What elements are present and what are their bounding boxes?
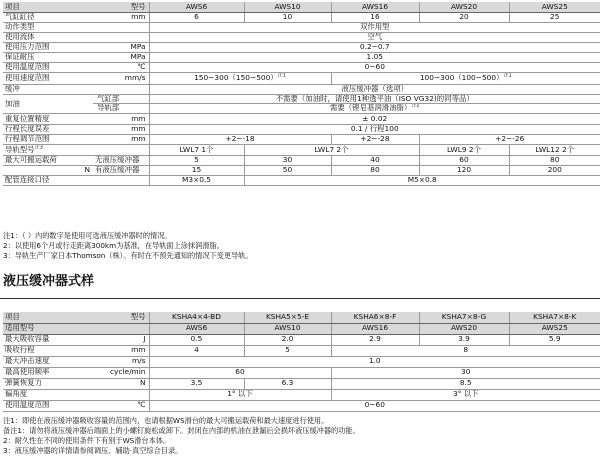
cell: LWL9 2个 — [419, 144, 509, 155]
cell: 0~60 — [149, 400, 600, 411]
cell: 不需要（加油时，请使用1种透平油（ISO VG32)的同等品） — [149, 94, 600, 103]
cell: 20 — [419, 12, 509, 22]
cell: AWS6 — [149, 323, 244, 334]
cell: 80 — [331, 165, 419, 175]
cell: 100~300（100~500）$^{注1}$ — [331, 72, 600, 84]
cell: 3° 以下 — [331, 389, 600, 400]
cell: 16 — [331, 12, 419, 22]
cell: 4 — [149, 345, 244, 356]
note-line: 注1：即使在液压缓冲器吸收容量的范围内，也请根据WS滑台的最大可搬运载荷和最大速度进行使用。 — [3, 416, 329, 425]
cell: 1° 以下 — [149, 389, 331, 400]
row-sub-label: 无液压缓冲器 — [93, 155, 149, 165]
row-label: 动作类型 — [3, 22, 93, 32]
row-unit: cycle/min — [93, 367, 149, 378]
cell: LWL12 2个 — [509, 144, 600, 155]
row-label: 重复位置精度 — [3, 113, 93, 124]
table-row — [3, 165, 600, 175]
table-row — [3, 400, 600, 411]
row-label: 最大吸收容量 — [3, 334, 93, 345]
header-col: AWS20 — [419, 2, 509, 12]
cell: 1.05 — [149, 52, 600, 62]
row-unit: mm — [93, 345, 149, 356]
table-row — [3, 113, 600, 124]
row-sub-label: 气缸部 — [93, 94, 149, 103]
cell: 0.5 — [149, 334, 244, 345]
table-header — [3, 312, 600, 323]
cell: M3×0.5 — [149, 175, 244, 185]
header-model: 型号 — [93, 2, 149, 12]
header-col: AWS10 — [244, 2, 331, 12]
row-unit: MPa — [93, 42, 149, 52]
cell: M5×0.8 — [244, 175, 600, 185]
row-label: 保证耐压 — [3, 52, 93, 62]
row-label: 使用压力范围 — [3, 42, 93, 52]
cell: 5 — [244, 345, 331, 356]
row-unit: MPa — [93, 52, 149, 62]
header-item: 项目 — [3, 312, 93, 323]
cell: +2~-26 — [419, 134, 600, 144]
cell: 2.0 — [244, 334, 331, 345]
spec-table — [3, 2, 600, 186]
row-label: 加油 — [3, 94, 93, 113]
row-unit: mm — [93, 134, 149, 144]
cell: AWS16 — [331, 323, 419, 334]
row-label: 配管连接口径 — [3, 175, 93, 185]
table-row — [3, 175, 600, 185]
table-row — [3, 389, 600, 400]
note-line: 2：以使用6个月或行走距离300km为基准，在导轨面上涂抹润滑脂。 — [3, 241, 224, 250]
header-col: AWS25 — [509, 2, 600, 12]
cell: 120 — [419, 165, 509, 175]
cell: 需要（锂皂基润滑油脂）$^{注2}$ — [149, 103, 600, 113]
table-row — [3, 42, 600, 52]
table-row — [3, 345, 600, 356]
cell: 60 — [149, 367, 331, 378]
cell: 40 — [331, 155, 419, 165]
table-row — [3, 52, 600, 62]
note-line: 备注1：请勿将液压缓冲器后端面上的小螺钉旋松或卸下。封闭在内部的机油在泄漏后会损坏液压缓冲器的功能。 — [3, 426, 360, 435]
note-line: 2：耐久性在不同的使用条件下有别于WS滑台本体。 — [3, 436, 171, 445]
row-label: 行程调节范围 — [3, 134, 93, 144]
header-col: KSHA5×5-E — [244, 312, 331, 323]
row-label: 最大可搬运载荷 — [3, 155, 93, 165]
cell: 50 — [244, 165, 331, 175]
row-label: 弹簧恢复力 — [3, 378, 93, 389]
table-row — [3, 84, 600, 94]
row-unit: mm/s — [93, 72, 149, 84]
table-row — [3, 103, 600, 113]
cell: AWS10 — [244, 323, 331, 334]
table-row — [3, 323, 600, 334]
cell: LWL7 1个 — [149, 144, 244, 155]
header-item: 项目 — [3, 2, 93, 12]
table-row — [3, 62, 600, 72]
table-header — [3, 2, 600, 12]
cell: 0.2~0.7 — [149, 42, 600, 52]
note-line: 注1：（ ）内的数字是使用可选液压缓冲器时的情况。 — [3, 231, 172, 240]
row-label: 导轨型号$^{注3}$ — [3, 144, 93, 155]
cell: 0.1 / 行程100 — [149, 124, 600, 134]
table-row — [3, 144, 600, 155]
cell: 双作用型 — [149, 22, 600, 32]
section-divider — [0, 298, 600, 299]
table-row — [3, 94, 600, 103]
cell: 5.9 — [509, 334, 600, 345]
table-row — [3, 378, 600, 389]
table-row — [3, 334, 600, 345]
row-unit: ℃ — [93, 62, 149, 72]
row-label: 偏角度 — [3, 389, 93, 400]
row-label: 气缸缸径 — [3, 12, 93, 22]
cell: ± 0.02 — [149, 113, 600, 124]
row-label: 最高使用频率 — [3, 367, 93, 378]
cell: 0~60 — [149, 62, 600, 72]
row-label: 使用温度范围 — [3, 62, 93, 72]
cell: 空气 — [149, 32, 600, 42]
cell: +2~-28 — [331, 134, 419, 144]
table-row — [3, 356, 600, 367]
row-unit: N — [3, 165, 93, 175]
cell: 200 — [509, 165, 600, 175]
row-unit: mm — [93, 12, 149, 22]
table-row — [3, 12, 600, 22]
header-model: 型号 — [93, 312, 149, 323]
cell: 30 — [331, 367, 600, 378]
table-row — [3, 134, 600, 144]
cell: +2~-18 — [149, 134, 331, 144]
cell: AWS20 — [419, 323, 509, 334]
table-row — [3, 124, 600, 134]
note-line: 3：导轨生产厂家日本Thomson（株）。有时在不预先通知的情况下变更导轨。 — [3, 251, 253, 260]
header-col: AWS6 — [149, 2, 244, 12]
header-col: KSHA6×8-F — [331, 312, 419, 323]
table-row — [3, 155, 600, 165]
section-title: 液压缓冲器式样 — [3, 274, 95, 289]
cell: 6.3 — [244, 378, 331, 389]
table-row — [3, 32, 600, 42]
cell: 8.5 — [331, 378, 600, 389]
cell: 150~300（150~500）$^{注1}$ — [149, 72, 331, 84]
cell: 6 — [149, 12, 244, 22]
cell: 3.5 — [149, 378, 244, 389]
header-col: KSHA7×8-K — [509, 312, 600, 323]
table-row — [3, 22, 600, 32]
header-col: AWS16 — [331, 2, 419, 12]
row-label: 适用型号 — [3, 323, 93, 334]
row-label: 行程长度误差 — [3, 124, 93, 134]
row-sub-label: 有液压缓冲器 — [93, 165, 149, 175]
row-label: 使用速度范围 — [3, 72, 93, 84]
row-label: 缓冲 — [3, 84, 93, 94]
row-label: 最大冲击速度 — [3, 356, 93, 367]
table2-notes — [3, 416, 360, 456]
cell: 1.0 — [149, 356, 600, 367]
cell: 25 — [509, 12, 600, 22]
header-col: KSHA7×8-G — [419, 312, 509, 323]
note-line: 3：液压缓冲器的详情请参阅调压、辅助·真空综合目录。 — [3, 446, 183, 455]
row-unit: mm — [93, 113, 149, 124]
row-label: 使用流体 — [3, 32, 93, 42]
row-unit: m/s — [93, 356, 149, 367]
cell: 8 — [331, 345, 600, 356]
table1-notes — [3, 231, 253, 261]
cell: 80 — [509, 155, 600, 165]
row-unit: J — [93, 334, 149, 345]
cell: 10 — [244, 12, 331, 22]
cell: 2.9 — [331, 334, 419, 345]
cell: 30 — [244, 155, 331, 165]
cell: 15 — [149, 165, 244, 175]
cell: 液压缓冲器（选项） — [149, 84, 600, 94]
cell: AWS25 — [509, 323, 600, 334]
cell: LWL7 2个 — [244, 144, 419, 155]
cell: 5 — [149, 155, 244, 165]
row-label: 使用温度范围 — [3, 400, 93, 411]
shock-absorber-table — [3, 312, 600, 412]
row-sub-label: 导轨部 — [93, 103, 149, 113]
row-unit: ℃ — [93, 400, 149, 411]
row-unit: mm — [93, 124, 149, 134]
row-unit: N — [93, 378, 149, 389]
table-row — [3, 72, 600, 84]
cell: 60 — [419, 155, 509, 165]
row-label: 吸收行程 — [3, 345, 93, 356]
table-row — [3, 367, 600, 378]
cell: 3.9 — [419, 334, 509, 345]
header-col: KSHA4×4-BD — [149, 312, 244, 323]
